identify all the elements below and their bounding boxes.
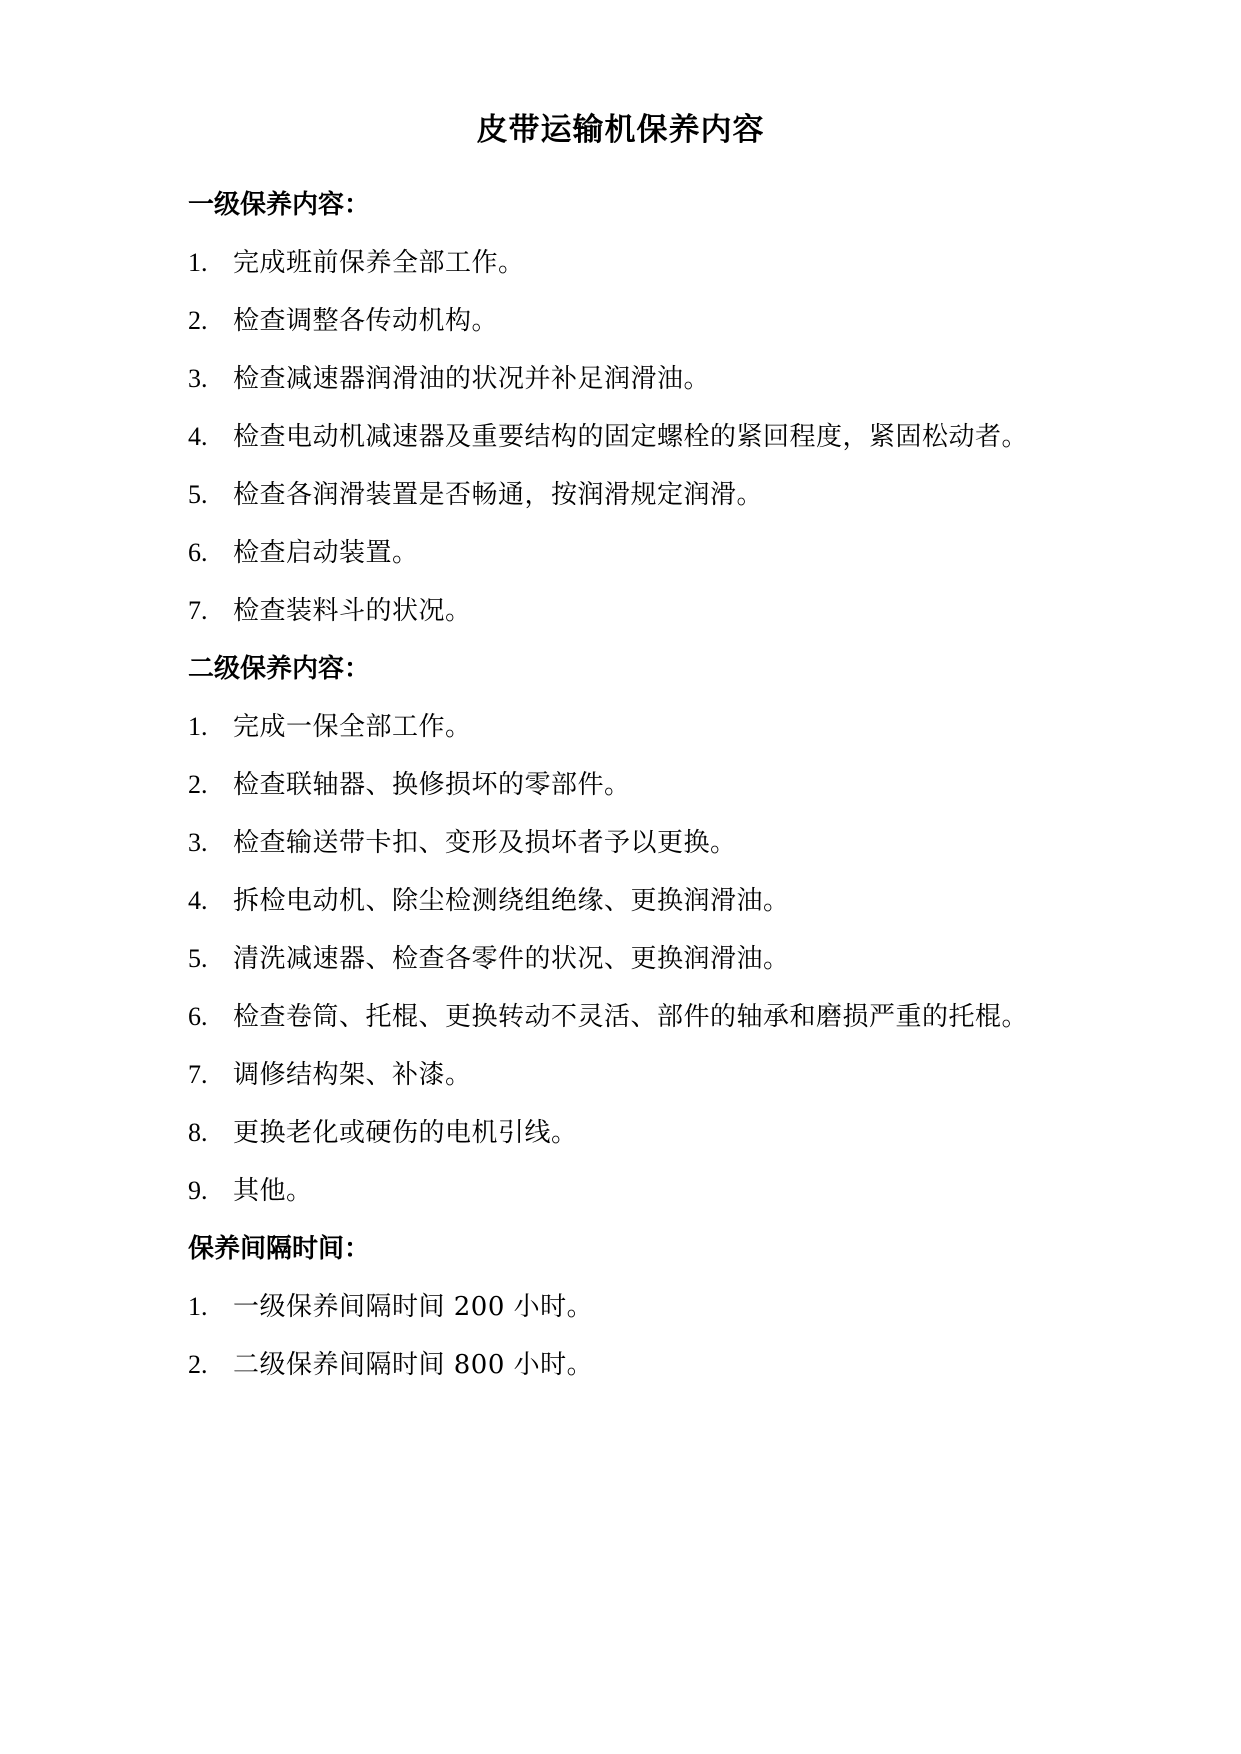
list-item xyxy=(188,408,1058,466)
list-item xyxy=(188,698,1058,756)
list-item-text: 检查卷筒、托棍、更换转动不灵活、部件的轴承和磨损严重的托棍。 xyxy=(233,1002,1029,1032)
list-item-number: 2. xyxy=(188,306,208,335)
numbered-list xyxy=(188,234,1058,640)
section-heading: 一级保养内容： xyxy=(188,190,371,220)
document-body xyxy=(188,176,1058,1394)
list-item xyxy=(188,1278,1058,1336)
list-item-number: 9. xyxy=(188,1176,208,1205)
numbered-list xyxy=(188,698,1058,1220)
list-item-number: 3. xyxy=(188,364,208,393)
list-item xyxy=(188,872,1058,930)
list-item-number: 4. xyxy=(188,886,208,915)
list-item-number: 4. xyxy=(188,422,208,451)
list-item-text: 检查各润滑装置是否畅通，按润滑规定润滑。 xyxy=(233,480,764,510)
list-item-number: 7. xyxy=(188,1060,208,1089)
list-item-number: 3. xyxy=(188,828,208,857)
section-2 xyxy=(188,640,1058,1220)
list-item-number: 2. xyxy=(188,1350,208,1379)
list-item-text: 其他。 xyxy=(233,1176,313,1206)
list-item xyxy=(188,524,1058,582)
list-item-text: 更换老化或硬伤的电机引线。 xyxy=(233,1118,578,1148)
list-item xyxy=(188,350,1058,408)
list-item-text: 完成班前保养全部工作。 xyxy=(233,248,525,278)
list-item-text: 检查装料斗的状况。 xyxy=(233,596,472,626)
list-item-number: 5. xyxy=(188,480,208,509)
list-item xyxy=(188,582,1058,640)
list-item-number: 2. xyxy=(188,770,208,799)
list-item xyxy=(188,988,1058,1046)
list-item xyxy=(188,466,1058,524)
list-item-text: 检查输送带卡扣、变形及损坏者予以更换。 xyxy=(233,828,737,858)
list-item xyxy=(188,814,1058,872)
list-item-number: 6. xyxy=(188,1002,208,1031)
list-item xyxy=(188,1046,1058,1104)
list-item-text: 完成一保全部工作。 xyxy=(233,712,472,742)
document-title: 皮带运输机保养内容 xyxy=(476,112,765,148)
list-item-number: 1. xyxy=(188,1292,208,1321)
list-item-text: 一级保养间隔时间 200 小时。 xyxy=(233,1292,594,1322)
list-item-number: 5. xyxy=(188,944,208,973)
list-item xyxy=(188,292,1058,350)
list-item-number: 1. xyxy=(188,248,208,277)
list-item-text: 检查启动装置。 xyxy=(233,538,419,568)
list-item xyxy=(188,1162,1058,1220)
list-item-text: 清洗减速器、检查各零件的状况、更换润滑油。 xyxy=(233,944,790,974)
section-3 xyxy=(188,1220,1058,1394)
list-item-text: 检查电动机减速器及重要结构的固定螺栓的紧回程度，紧固松动者。 xyxy=(233,422,1029,452)
list-item xyxy=(188,930,1058,988)
list-item xyxy=(188,1336,1058,1394)
list-item-text: 拆检电动机、除尘检测绕组绝缘、更换润滑油。 xyxy=(233,886,790,916)
list-item-number: 6. xyxy=(188,538,208,567)
list-item xyxy=(188,234,1058,292)
section-heading: 保养间隔时间： xyxy=(188,1234,371,1264)
section-heading: 二级保养内容： xyxy=(188,654,371,684)
list-item xyxy=(188,756,1058,814)
section-1 xyxy=(188,176,1058,640)
list-item-number: 1. xyxy=(188,712,208,741)
list-item xyxy=(188,1104,1058,1162)
list-item-text: 检查调整各传动机构。 xyxy=(233,306,499,336)
list-item-text: 检查联轴器、换修损坏的零部件。 xyxy=(233,770,631,800)
list-item-text: 二级保养间隔时间 800 小时。 xyxy=(233,1350,594,1380)
list-item-number: 7. xyxy=(188,596,208,625)
numbered-list xyxy=(188,1278,1058,1394)
list-item-text: 调修结构架、补漆。 xyxy=(233,1060,472,1090)
list-item-text: 检查减速器润滑油的状况并补足润滑油。 xyxy=(233,364,711,394)
list-item-number: 8. xyxy=(188,1118,208,1147)
